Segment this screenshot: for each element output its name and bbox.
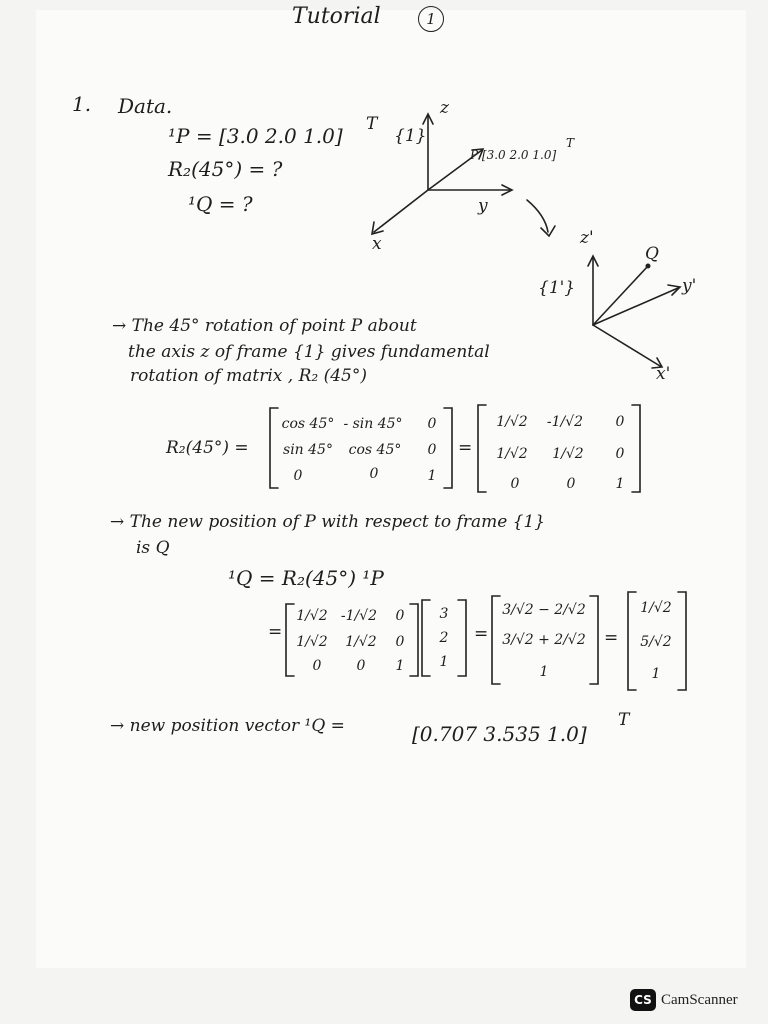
- rz-num-cell: -1/√2: [546, 414, 584, 430]
- rz-num-cell: 1: [615, 476, 625, 492]
- mult-matrix-cell: 1/√2: [296, 634, 328, 650]
- mult-result-cell: 5/√2: [640, 634, 672, 650]
- rz-num-cell: 1/√2: [496, 446, 528, 462]
- mult-vector-cell: 2: [439, 630, 449, 646]
- frame1-label: {1}: [394, 126, 427, 146]
- frame1-y-label: y: [478, 196, 488, 216]
- rz-sym-cell: 0: [293, 468, 303, 484]
- rz-sym-cell: cos 45°: [281, 416, 335, 432]
- given-rotation: R₂(45°) = ?: [168, 157, 283, 181]
- q-equation: ¹Q = R₂(45°) ¹P: [228, 566, 384, 590]
- camscanner-brand: CamScanner: [661, 991, 738, 1008]
- rz-equals: =: [458, 438, 473, 458]
- rz-sym-cell: sin 45°: [283, 442, 333, 458]
- data-heading: Data.: [118, 94, 173, 118]
- point-p-transpose: T: [566, 136, 575, 150]
- rz-num-cell: 1/√2: [496, 414, 528, 430]
- rz-sym-cell: - sin 45°: [343, 416, 403, 432]
- frame1p-y-axis: [593, 288, 678, 325]
- rz-num-cell: 0: [510, 476, 520, 492]
- para1-line2: the axis z of frame {1} gives fundamental: [128, 342, 490, 362]
- frame1p-x-axis: [593, 325, 660, 366]
- mult-matrix-cell: 0: [395, 608, 405, 624]
- rz-label: R₂(45°) =: [166, 438, 249, 458]
- rz-sym-cell: 1: [427, 468, 437, 484]
- mult-matrix-cell: -1/√2: [340, 608, 378, 624]
- para2-line1: → The new position of P with respect to frame {1}: [110, 512, 546, 532]
- rz-sym-cell: 0: [427, 442, 437, 458]
- frame1p-label: {1'}: [538, 278, 576, 298]
- mult-matrix-cell: 1: [395, 658, 405, 674]
- point-q-dot: [646, 264, 651, 269]
- mult-equals-2: =: [474, 624, 489, 644]
- mult-matrix-cell: 0: [312, 658, 322, 674]
- rz-num-cell: 0: [615, 446, 625, 462]
- frame1-x-axis: [374, 190, 428, 232]
- mult-equals-3: =: [604, 628, 619, 648]
- mult-matrix-cell: 1/√2: [296, 608, 328, 624]
- given-p: ¹P = [3.0 2.0 1.0]: [168, 124, 343, 148]
- frame1p-z-label: z': [580, 228, 594, 248]
- frame1p-q-vector: [593, 266, 648, 325]
- rz-sym-cell: 0: [369, 466, 379, 482]
- para2-line2: is Q: [136, 538, 170, 558]
- mult-expanded-cell: 3/√2 + 2/√2: [502, 632, 586, 648]
- title-number-badge: 1: [418, 6, 444, 32]
- rz-sym-cell: cos 45°: [348, 442, 402, 458]
- mult-matrix-cell: 0: [356, 658, 366, 674]
- frame1p-x-label: x': [656, 364, 671, 384]
- mult-matrix-cell: 1/√2: [345, 634, 377, 650]
- mult-vector-cell: 1: [439, 654, 449, 670]
- rz-num-cell: 0: [566, 476, 576, 492]
- rz-sym-cell: 0: [427, 416, 437, 432]
- rz-num-cell: 0: [615, 414, 625, 430]
- given-q: ¹Q = ?: [188, 192, 253, 216]
- mult-result-cell: 1: [651, 666, 661, 682]
- final-line: → new position vector ¹Q =: [110, 716, 345, 736]
- frame1-z-label: z: [440, 98, 449, 118]
- mult-result-cell: 1/√2: [640, 600, 672, 616]
- para1-line3: rotation of matrix , R₂ (45°): [130, 366, 367, 386]
- mult-matrix-cell: 0: [395, 634, 405, 650]
- mult-expanded-cell: 1: [539, 664, 549, 680]
- camscanner-footer: [630, 985, 738, 1015]
- page-title: Tutorial: [292, 4, 381, 29]
- para1-line1: → The 45° rotation of point P about: [112, 316, 417, 336]
- given-p-transpose: T: [366, 114, 378, 134]
- transition-arrow: [527, 200, 548, 232]
- mult-equals: =: [268, 622, 283, 642]
- rz-num-cell: 1/√2: [552, 446, 584, 462]
- mult-expanded-cell: 3/√2 − 2/√2: [502, 602, 586, 618]
- mult-vector-cell: 3: [439, 606, 449, 622]
- section-number: 1.: [72, 92, 92, 116]
- point-p-label: P [3.0 2.0 1.0]: [470, 148, 557, 162]
- frame1-x-label: x: [372, 234, 382, 254]
- frame1p-y-label: y': [682, 276, 697, 296]
- final-transpose: T: [618, 710, 630, 730]
- point-q-label: Q: [645, 244, 659, 264]
- camscanner-logo-icon: CS: [630, 989, 656, 1011]
- final-vector: [0.707 3.535 1.0]: [412, 722, 587, 746]
